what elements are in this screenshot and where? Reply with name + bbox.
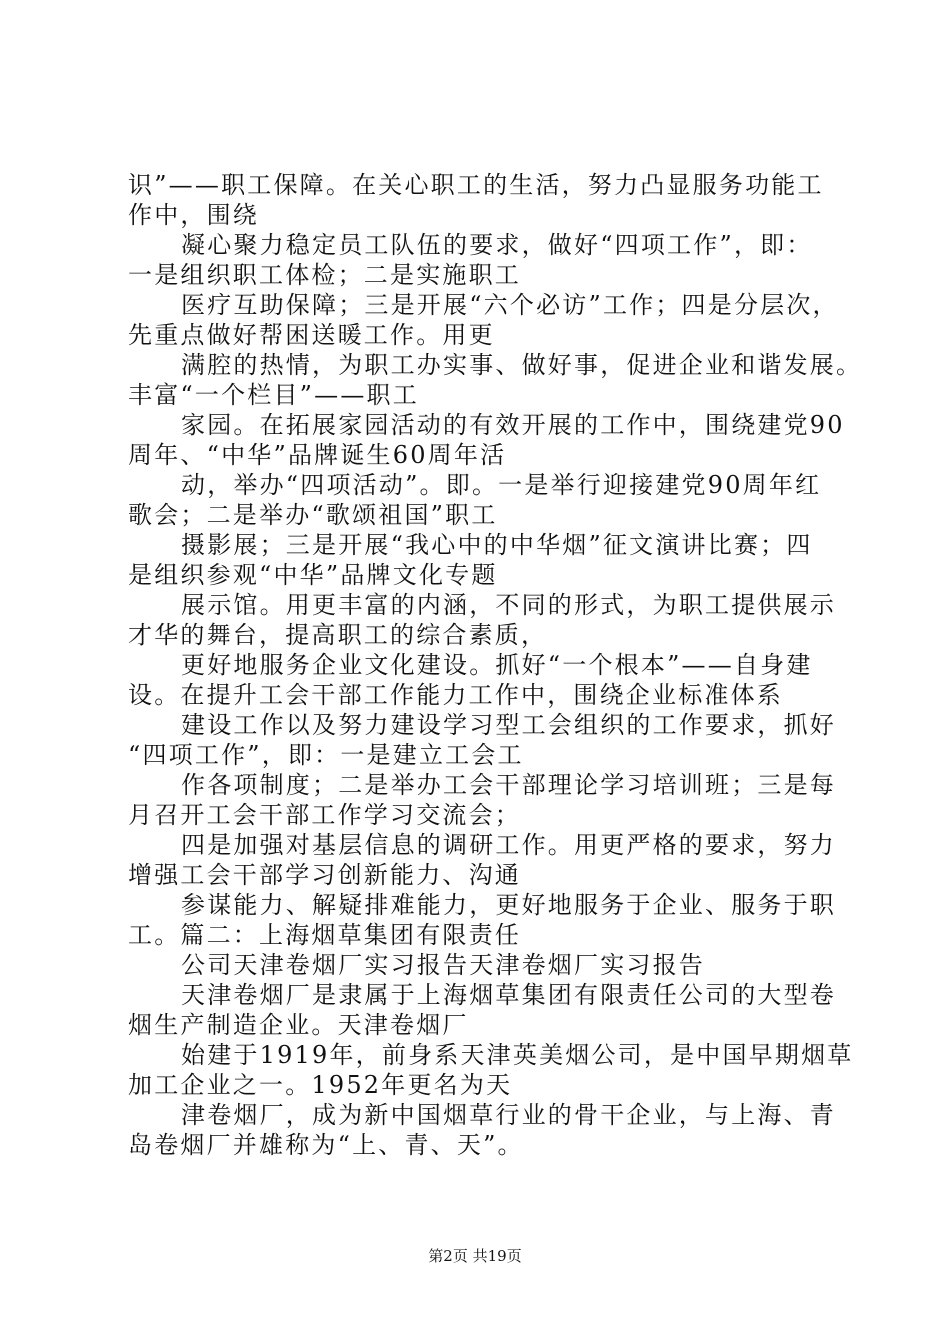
text-line: 识”——职工保障。在关心职工的生活，努力凸显服务功能工 xyxy=(128,171,824,199)
text-line: 才华的舞台，提高职工的综合素质， xyxy=(128,621,548,649)
text-line: 凝心聚力稳定员工队伍的要求，做好“四项工作”，即： xyxy=(181,231,813,259)
text-line: 先重点做好帮困送暖工作。用更 xyxy=(128,321,495,349)
text-line: 满腔的热情，为职工办实事、做好事，促进企业和谐发展。 xyxy=(181,351,863,379)
text-line: 摄影展；三是开展“我心中的中华烟”征文演讲比赛；四 xyxy=(181,531,813,559)
text-line: 歌会；二是举办“歌颂祖国”职工 xyxy=(128,501,498,529)
text-line: 始建于1919年，前身系天津英美烟公司，是中国早期烟草 xyxy=(181,1041,854,1069)
text-line: 天津卷烟厂是隶属于上海烟草集团有限责任公司的大型卷 xyxy=(181,981,836,1009)
text-line: 动，举办“四项活动”。即。一是举行迎接建党90周年红 xyxy=(181,471,822,499)
text-line: 烟生产制造企业。天津卷烟厂 xyxy=(128,1011,469,1039)
document-body xyxy=(128,170,863,1160)
text-line: 设。在提升工会干部工作能力工作中，围绕企业标准体系 xyxy=(128,681,783,709)
text-line: 丰富“一个栏目”——职工 xyxy=(128,381,419,409)
text-line: 一是组织职工体检；二是实施职工 xyxy=(128,261,521,289)
text-line: 是组织参观“中华”品牌文化专题 xyxy=(128,561,498,589)
text-line: 加工企业之一。1952年更名为天 xyxy=(128,1071,513,1099)
text-line: 岛卷烟厂并雄称为“上、青、天”。 xyxy=(128,1131,524,1159)
text-line: 增强工会干部学习创新能力、沟通 xyxy=(128,861,521,889)
text-line: 家园。在拓展家园活动的有效开展的工作中，围绕建党90 xyxy=(181,411,845,439)
text-line: 月召开工会干部工作学习交流会； xyxy=(128,801,521,829)
text-line: 医疗互助保障；三是开展“六个必访”工作；四是分层次， xyxy=(181,291,839,319)
text-line: 工。篇二：上海烟草集团有限责任 xyxy=(128,921,521,949)
text-line: 参谋能力、解疑排难能力，更好地服务于企业、服务于职 xyxy=(181,891,836,919)
text-line: 作中，围绕 xyxy=(128,201,259,229)
text-line: 展示馆。用更丰富的内涵，不同的形式，为职工提供展示 xyxy=(181,591,836,619)
text-line: “四项工作”，即：一是建立工会工 xyxy=(128,741,524,769)
text-line: 更好地服务企业文化建设。抓好“一个根本”——自身建 xyxy=(181,651,813,679)
text-line: 四是加强对基层信息的调研工作。用更严格的要求，努力 xyxy=(181,831,836,859)
page-footer: 第2页 共19页 xyxy=(428,1247,522,1265)
text-line: 作各项制度；二是举办工会干部理论学习培训班；三是每 xyxy=(181,771,836,799)
text-line: 津卷烟厂，成为新中国烟草行业的骨干企业，与上海、青 xyxy=(181,1101,836,1129)
text-line: 建设工作以及努力建设学习型工会组织的工作要求，抓好 xyxy=(181,711,836,739)
text-line: 周年、“中华”品牌诞生60周年活 xyxy=(128,441,507,469)
text-line: 公司天津卷烟厂实习报告天津卷烟厂实习报告 xyxy=(181,951,705,979)
